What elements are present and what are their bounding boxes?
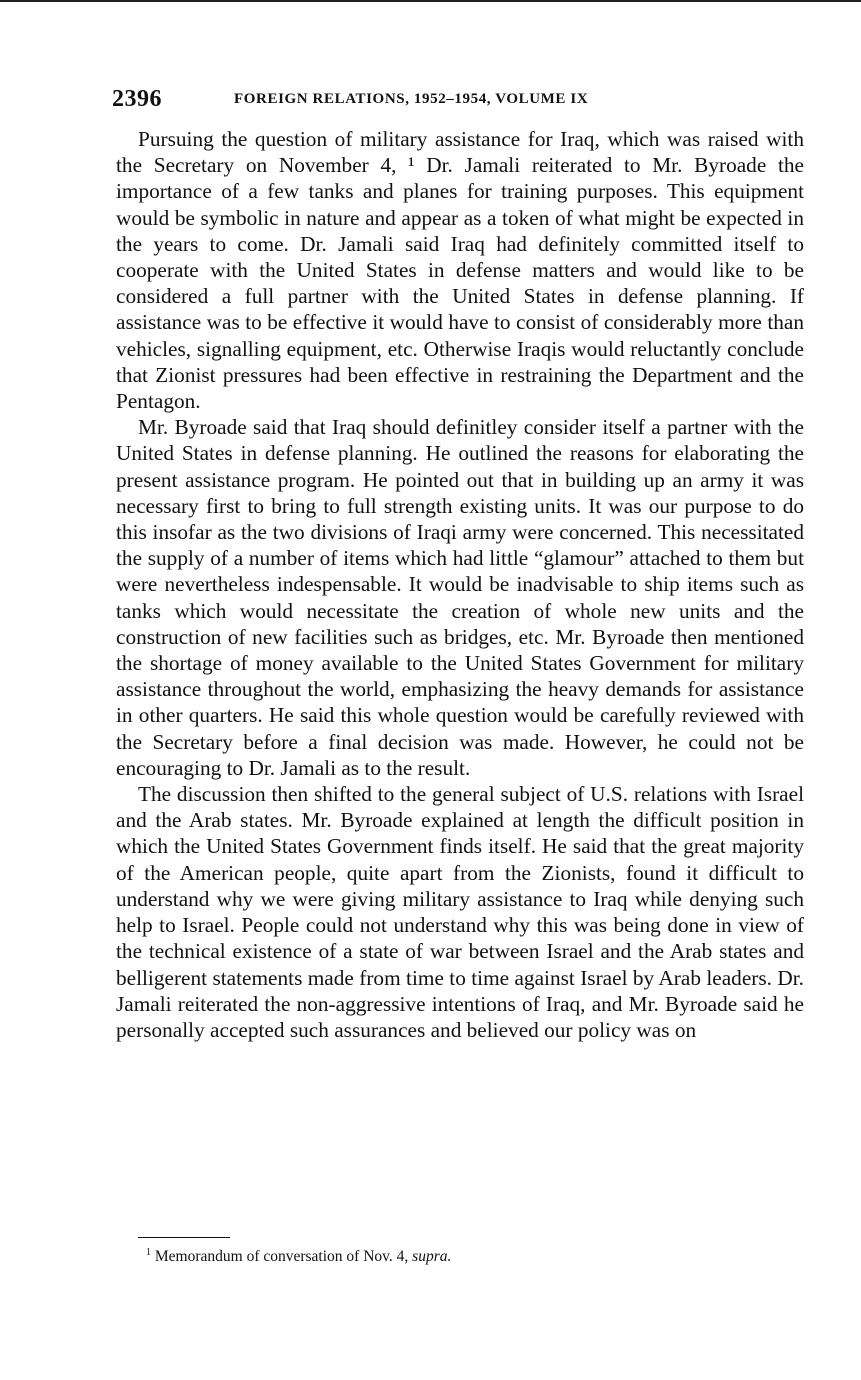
footnote-marker: 1 bbox=[146, 1247, 151, 1258]
footnote-text: Memorandum of conversation of Nov. 4, bbox=[154, 1248, 409, 1266]
body-text bbox=[116, 126, 804, 1043]
running-head: FOREIGN RELATIONS, 1952–1954, VOLUME IX bbox=[234, 91, 589, 107]
paragraph-israel-arab-relations: The discussion then shifted to the general subject of U.S. relations with Israel and the Arab states. Mr. Byroade explained at length the difficult position in which the United States Government finds itself. He said that the great majority of the American people, quite apart from the Zionists, found it difficult to understand why we were giving military assistance to Iraq while denying such help to Israel. People could not understand why this was being done in view of the technical existence of a state of war between Israel and the Arab states and belligerent statements made from time to time against Israel by Arab leaders. Dr. Jamali reiterated the non-aggressive intentions of Iraq, and Mr. Byroade said he personally accepted such assurances and believed our policy was on bbox=[116, 782, 804, 1042]
page-header bbox=[112, 86, 812, 116]
top-border-rule bbox=[0, 0, 861, 2]
paragraph-military-assistance: Pursuing the question of military assistance for Iraq, which was raised with the Secretary on November 4, ¹ Dr. Jamali reiterated to Mr. Byroade the importance of a few tanks and planes for training purposes. This equipment would be symbolic in nature and appear as a token of what might be expected in the years to come. Dr. Jamali said Iraq had definitely committed itself to cooperate with the United States in defense matters and would like to be considered a full partner with the United States in defense planning. If assistance was to be effective it would have to consist of considerably more than vehicles, signalling equipment, etc. Otherwise Iraqis would reluctantly conclude that Zionist pressures had been effective in restraining the Department and the Pentagon. bbox=[116, 127, 804, 414]
footnote-divider bbox=[138, 1237, 230, 1238]
page-number: 2396 bbox=[112, 86, 162, 112]
footnote-reference: supra. bbox=[412, 1248, 452, 1266]
paragraph-byroade-response: Mr. Byroade said that Iraq should definitley consider itself a partner with the United States in defense planning. He outlined the reasons for elaborating the present assistance program. He pointed out that in building up an army it was necessary first to bring to full strength existing units. It was our purpose to do this insofar as the two divisions of Iraqi army were concerned. This necessitated the supply of a number of items which had little “glamour” attached to them but were nevertheless indespensable. It would be inadvisable to ship items such as tanks which would necessitate the creation of whole new units and the construction of new facilities such as bridges, etc. Mr. Byroade then mentioned the shortage of money available to the United States Government for military assistance throughout the world, emphasizing the heavy demands for assistance in other quarters. He said this whole question would be carefully reviewed with the Secretary before a final decision was made. However, he could not be encouraging to Dr. Jamali as to the result. bbox=[116, 415, 804, 780]
footnote bbox=[146, 1243, 806, 1267]
